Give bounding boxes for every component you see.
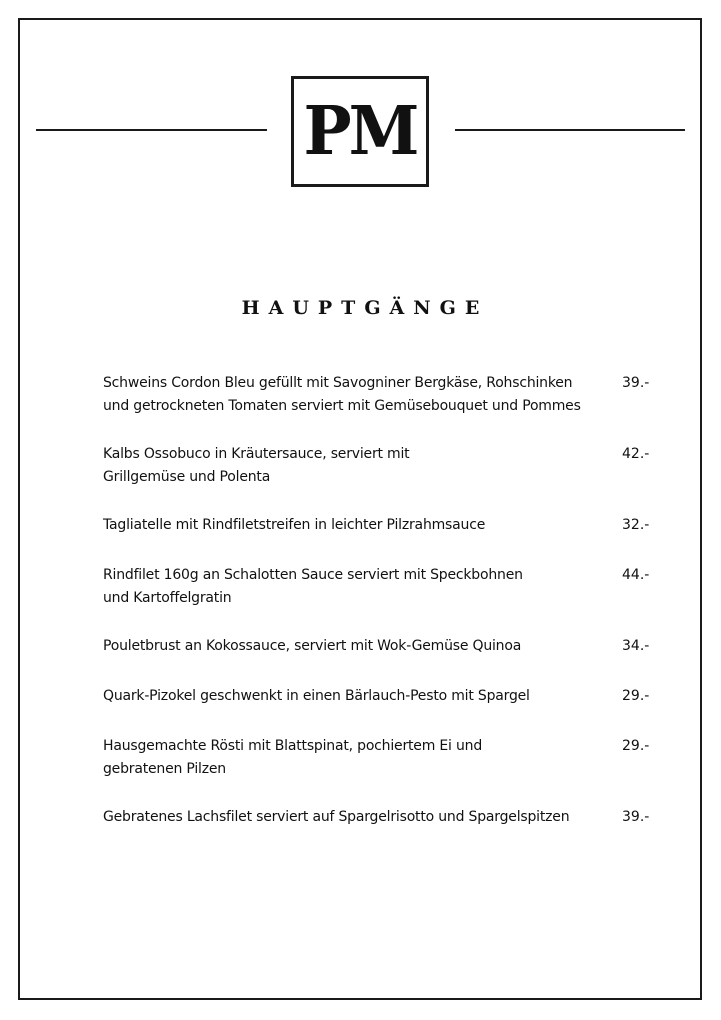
menu-item-line: Grillgemüse und Polenta [103,469,271,485]
menu-item-line: Gebratenes Lachsfilet serviert auf Spargelrisotto und Spargelspitzen [103,809,570,825]
menu-item-line: Hausgemachte Rösti mit Blattspinat, pochiertem Ei und [103,738,483,754]
menu-item-price: 44.- [622,567,650,583]
menu-item-description [103,372,593,418]
menu-item-line: und getrockneten Tomaten serviert mit Gemüsebouquet und Pommes [103,398,581,414]
menu-item-price: 34.- [622,638,650,654]
divider-right [455,129,685,131]
menu-item-line: Pouletbrust an Kokossauce, serviert mit Wok-Gemüse Quinoa [103,638,522,654]
menu-item-line: und Kartoffelgratin [103,590,232,606]
menu-item-line: gebratenen Pilzen [103,761,226,777]
menu-item-description [103,514,593,537]
menu-item-description [103,806,593,829]
menu-item-price: 29.- [622,738,650,754]
menu-item-description [103,685,593,708]
menu-item-line: Rindfilet 160g an Schalotten Sauce serviert mit Speckbohnen [103,567,523,583]
menu-item-description [103,735,593,781]
menu-item-price: 32.- [622,517,650,533]
section-heading: HAUPTGÄNGE [241,297,489,319]
menu-item-description [103,564,593,610]
menu-item-price: 42.- [622,446,650,462]
menu-item-description [103,443,593,489]
logo [291,76,429,187]
menu-item-line: Kalbs Ossobuco in Kräutersauce, serviert mit [103,446,410,462]
menu-item-description [103,635,593,658]
menu-item-line: Schweins Cordon Bleu gefüllt mit Savogniner Bergkäse, Rohschinken [103,375,573,391]
divider-left [36,129,267,131]
menu-item-price: 29.- [622,688,650,704]
menu-item-line: Tagliatelle mit Rindfiletstreifen in leichter Pilzrahmsauce [103,517,486,533]
logo-text: PM [303,91,417,171]
menu-item-price: 39.- [622,809,650,825]
menu-item-line: Quark-Pizokel geschwenkt in einen Bärlauch-Pesto mit Spargel [103,688,530,704]
menu-item-price: 39.- [622,375,650,391]
